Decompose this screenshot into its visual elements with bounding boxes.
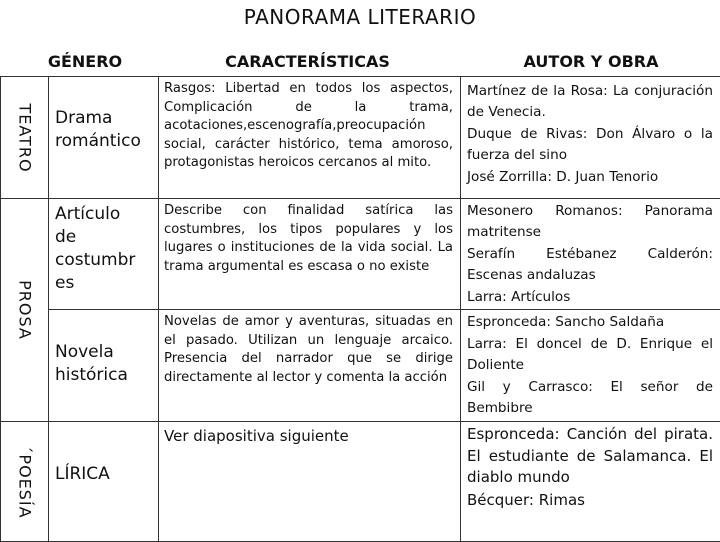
authors-cell: [461, 310, 720, 422]
genre-cell: [49, 422, 159, 542]
table-row: [1, 310, 720, 422]
table-row: [1, 422, 720, 542]
authors-cell: [461, 199, 720, 310]
table-row: [1, 199, 720, 310]
group-poesia: [1, 422, 49, 542]
characteristics-text: Novelas de amor y aventuras, situadas en el pasado. Utilizan un lenguaje arcaico. Presencia del narrador que se dirige directamente al lector y comenta la acción: [164, 313, 453, 387]
group-label: PROSA: [15, 280, 34, 340]
authors-cell: [461, 77, 720, 199]
genre-text: Artículo: [55, 203, 154, 226]
author-entry: Duque de Rivas: Don Álvaro o la fuerza del sino: [467, 124, 713, 166]
author-entry: Espronceda: Sancho Saldaña: [467, 312, 713, 333]
genre-text: romántico: [55, 130, 154, 153]
characteristics-cell: [159, 310, 461, 422]
genre-text: histórica: [55, 364, 154, 387]
genre-text: es: [55, 272, 154, 295]
genre-cell: [49, 77, 159, 199]
author-entry: Serafín Estébanez Calderón: Escenas andaluzas: [467, 244, 713, 286]
genre-cell: [49, 310, 159, 422]
characteristics-text: Rasgos: Libertad en todos los aspectos, Complicación de la trama, acotaciones,escenografía,preocupación social, carácter histórico, tema amoroso, protagonistas heroicos cercanos al mito.: [164, 80, 453, 173]
header-genero: GÉNERO: [30, 52, 140, 71]
literary-table: [0, 76, 720, 542]
genre-text: Drama: [55, 107, 154, 130]
author-entry: Espronceda: Canción del pirata. El estudiante de Salamanca. El diablo mundo: [467, 424, 713, 489]
genre-text: Novela: [55, 341, 154, 364]
header-caracteristicas: CARACTERÍSTICAS: [160, 52, 455, 71]
genre-text: LÍRICA: [55, 463, 154, 486]
characteristics-cell: [159, 199, 461, 310]
genre-cell: [49, 199, 159, 310]
author-entry: José Zorrilla: D. Juan Tenorio: [467, 167, 713, 188]
page-title: PANORAMA LITERARIO: [0, 5, 720, 29]
author-entry: Martínez de la Rosa: La conjuración de Venecia.: [467, 81, 713, 123]
group-label: TEATRO: [15, 103, 34, 172]
group-teatro: [1, 77, 49, 199]
genre-text: costumbr: [55, 249, 154, 272]
group-label: ´POESÍA: [15, 445, 34, 518]
author-entry: Bécquer: Rimas: [467, 490, 713, 512]
authors-cell: [461, 422, 720, 542]
group-prosa: [1, 199, 49, 422]
characteristics-text: Ver diapositiva siguiente: [164, 426, 453, 446]
characteristics-text: Describe con finalidad satírica las costumbres, los tipos populares y los lugares o instituciones de la vida social. La trama argumental es escasa o no existe: [164, 202, 453, 276]
table-row: [1, 77, 720, 199]
characteristics-cell: [159, 422, 461, 542]
author-entry: Mesonero Romanos: Panorama matritense: [467, 201, 713, 243]
characteristics-cell: [159, 77, 461, 199]
author-entry: Larra: Artículos: [467, 287, 713, 308]
genre-text: de: [55, 226, 154, 249]
author-entry: Gil y Carrasco: El señor de Bembibre: [467, 377, 713, 419]
author-entry: Larra: El doncel de D. Enrique el Doliente: [467, 334, 713, 376]
header-autor-obra: AUTOR Y OBRA: [465, 52, 717, 71]
